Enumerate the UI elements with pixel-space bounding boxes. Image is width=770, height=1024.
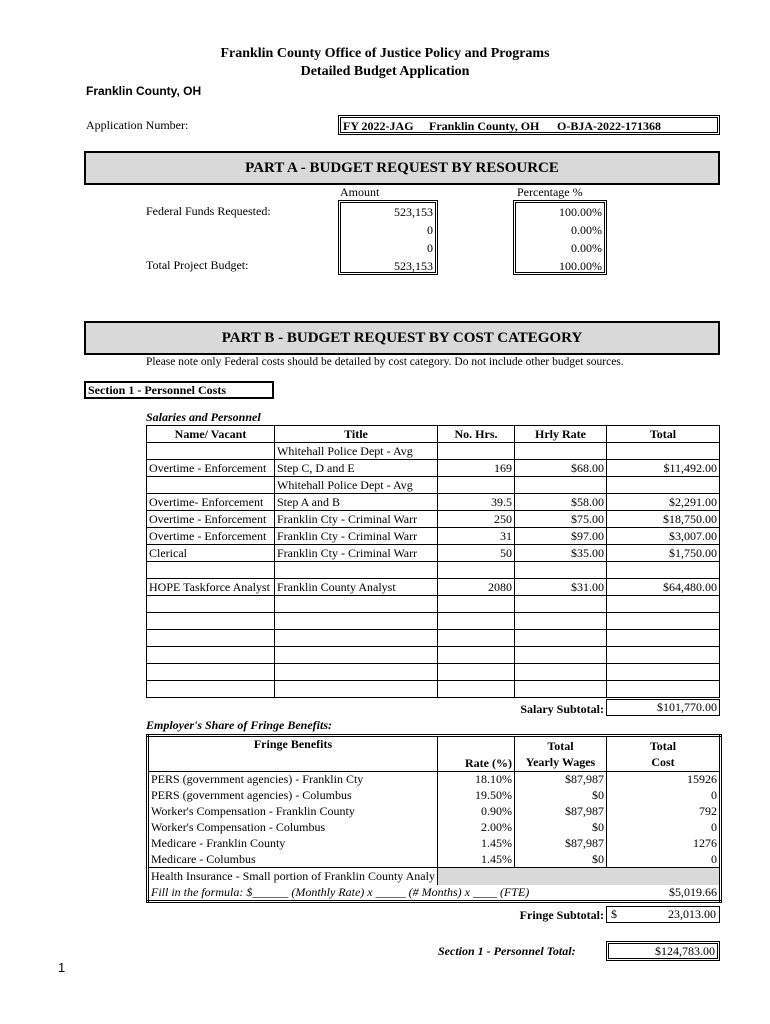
salary-title[interactable] [275,596,438,613]
salary-rate[interactable] [515,681,607,698]
salary-hours[interactable] [438,664,515,681]
salary-total[interactable]: $64,480.00 [607,579,720,596]
application-number-label: Application Number: [86,118,189,132]
salary-total[interactable] [607,596,720,613]
salary-total[interactable]: $3,007.00 [607,528,720,545]
salary-hours[interactable] [438,613,515,630]
salary-name[interactable] [147,681,275,698]
salary-total[interactable] [607,562,720,579]
salary-name[interactable]: Overtime - Enforcement [147,528,275,545]
fringe-wages[interactable]: $0 [515,852,607,868]
fringe-table [146,734,722,903]
salary-name[interactable] [147,630,275,647]
application-number-field[interactable] [338,115,720,135]
salary-row [147,528,720,545]
header-total: Total [607,426,720,443]
salary-total[interactable] [607,681,720,698]
salary-rate[interactable]: $75.00 [515,511,607,528]
salary-rate[interactable]: $97.00 [515,528,607,545]
salary-total[interactable]: $18,750.00 [607,511,720,528]
salary-row [147,494,720,511]
salary-title[interactable] [275,562,438,579]
fringe-wages[interactable]: $0 [515,788,607,804]
salary-title[interactable]: Franklin Cty - Criminal Warr [275,545,438,562]
salary-title[interactable]: Franklin County Analyst [275,579,438,596]
salary-row [147,460,720,477]
fringe-header-wages-bottom: Yearly Wages [525,755,596,769]
health-cost[interactable]: $5,019.66 [669,884,717,899]
salary-name[interactable] [147,647,275,664]
salaries-heading: Salaries and Personnel [146,410,261,424]
part-b-banner: PART B - BUDGET REQUEST BY COST CATEGORY [84,321,720,355]
salary-title[interactable] [275,647,438,664]
salary-name[interactable] [147,664,275,681]
salary-name[interactable]: Clerical [147,545,275,562]
fringe-header-benefits: Fringe Benefits [148,736,438,772]
salary-total[interactable] [607,647,720,664]
fringe-wages[interactable]: $87,987 [515,804,607,820]
salary-total[interactable] [607,443,720,460]
salary-name[interactable] [147,613,275,630]
amount-header: Amount [340,185,380,199]
fringe-name: Medicare - Columbus [148,852,438,868]
salary-total[interactable] [607,664,720,681]
salary-row [147,579,720,596]
section-1-total-label: Section 1 - Personnel Total: [438,944,576,958]
salary-name[interactable] [147,443,275,460]
header-rate: Hrly Rate [515,426,607,443]
salary-hours[interactable] [438,562,515,579]
part-b-note: Please note only Federal costs should be detailed by cost category. Do not include other budget sources. [146,356,624,368]
fringe-header-wages [515,736,607,772]
fringe-cost[interactable]: 792 [699,804,717,818]
fringe-subtotal-box [606,906,720,923]
salary-rate[interactable] [515,613,607,630]
fringe-row [148,852,721,868]
fringe-name: Worker's Compensation - Franklin County [148,804,438,820]
fringe-cost[interactable]: 0 [711,788,717,802]
app-fy: FY 2022-JAG [343,119,414,133]
fringe-header-cost [607,736,721,772]
salary-row [147,545,720,562]
county-name: Franklin County, OH [86,84,202,98]
salary-hours[interactable] [438,647,515,664]
salary-hours[interactable]: 2080 [438,579,515,596]
percentage-header: Percentage % [517,185,583,199]
fringe-row [148,788,721,804]
fringe-wages[interactable]: $87,987 [515,772,607,788]
salary-hours[interactable]: 31 [438,528,515,545]
health-shaded-cell [438,868,721,885]
salary-rate[interactable] [515,477,607,494]
salary-title[interactable] [275,681,438,698]
section-1-total-value: $124,783.00 [606,941,720,961]
fringe-wages[interactable]: $87,987 [515,836,607,852]
fringe-rate[interactable]: 0.90% [438,804,515,820]
fringe-cost[interactable]: 0 [711,851,717,866]
fringe-subtotal-label: Fringe Subtotal: [519,908,604,922]
salary-name[interactable] [147,477,275,494]
section-1-label: Section 1 - Personnel Costs [84,381,274,399]
document-title: Franklin County Office of Justice Policy and Programs [220,46,550,61]
salary-total[interactable]: $1,750.00 [607,545,720,562]
fringe-cost[interactable]: 15926 [687,772,717,787]
salary-title[interactable]: Whitehall Police Dept - Avg [275,477,438,494]
header-name: Name/ Vacant [147,426,275,443]
salary-title[interactable] [275,613,438,630]
fringe-name: PERS (government agencies) - Franklin Cty [148,772,438,788]
amount-row-3[interactable]: 0 [427,241,433,255]
fringe-cost[interactable]: 0 [711,820,717,834]
salary-subtotal-value: $101,770.00 [606,699,720,716]
document-subtitle: Detailed Budget Application [300,64,470,79]
salary-rate[interactable]: $68.00 [515,460,607,477]
salary-title[interactable]: Step C, D and E [275,460,438,477]
salary-hours[interactable]: 39.5 [438,494,515,511]
fringe-name: PERS (government agencies) - Columbus [148,788,438,804]
salary-total[interactable]: $2,291.00 [607,494,720,511]
amount-total: 523,153 [394,259,433,273]
percent-row-3: 0.00% [571,241,602,255]
header-hours: No. Hrs. [438,426,515,443]
salary-title[interactable]: Whitehall Police Dept - Avg [275,443,438,460]
salary-subtotal-label: Salary Subtotal: [520,702,604,716]
fringe-rate[interactable]: 19.50% [438,788,515,804]
salary-rate[interactable] [515,630,607,647]
salary-row [147,443,720,460]
salary-name[interactable]: Overtime - Enforcement [147,511,275,528]
fringe-cost[interactable]: 1276 [693,836,717,850]
fringe-rate[interactable]: 2.00% [438,820,515,836]
fringe-rate[interactable]: 1.45% [438,836,515,852]
salary-row [147,664,720,681]
salary-rate[interactable]: $35.00 [515,545,607,562]
salary-title[interactable]: Step A and B [275,494,438,511]
percent-total: 100.00% [559,259,602,273]
health-insurance-label: Health Insurance - Small portion of Franklin County Analy [151,868,435,883]
salary-row [147,613,720,630]
fringe-subtotal-symbol: $ [611,907,617,921]
percent-federal: 100.00% [559,205,602,219]
salary-hours[interactable]: 169 [438,460,515,477]
fringe-heading: Employer's Share of Fringe Benefits: [146,718,333,732]
percent-row-2: 0.00% [571,223,602,237]
salary-name[interactable]: HOPE Taskforce Analyst [147,579,275,596]
salary-row [147,596,720,613]
salary-rate[interactable] [515,647,607,664]
salary-total[interactable] [607,477,720,494]
fringe-name: Worker's Compensation - Columbus [148,820,438,836]
app-number: O-BJA-2022-171368 [557,119,661,133]
salary-hours[interactable] [438,477,515,494]
fringe-header-wages-top: Total [547,739,574,753]
salary-rate[interactable] [515,596,607,613]
fringe-subtotal-value: 23,013.00 [668,907,716,921]
amount-box [338,200,438,275]
salary-rate[interactable]: $58.00 [515,494,607,511]
salary-row [147,477,720,494]
salary-row [147,562,720,579]
salary-total[interactable] [607,613,720,630]
salary-rate[interactable] [515,443,607,460]
salary-hours[interactable] [438,681,515,698]
salary-name[interactable] [147,562,275,579]
page-number: 1 [58,960,66,975]
salary-total[interactable]: $11,492.00 [607,460,720,477]
app-county: Franklin County, OH [429,119,540,133]
salary-title[interactable]: Franklin Cty - Criminal Warr [275,528,438,545]
salary-name[interactable]: Overtime - Enforcement [147,460,275,477]
fringe-row [148,836,721,852]
amount-federal[interactable]: 523,153 [394,205,433,219]
fringe-header-cost-top: Total [649,739,677,753]
salary-hours[interactable]: 250 [438,511,515,528]
salary-rate[interactable]: $31.00 [515,579,607,596]
salary-row [147,681,720,698]
salary-table [146,425,720,698]
federal-funds-label: Federal Funds Requested: [146,204,271,218]
salary-hours[interactable]: 50 [438,545,515,562]
salary-title[interactable] [275,664,438,681]
health-formula: Fill in the formula: $______ (Monthly Rate) x _____ (# Months) x ____ (FTE) [151,884,530,899]
salary-total[interactable] [607,630,720,647]
fringe-header-rate: Rate (%) [438,736,515,772]
fringe-rate[interactable]: 1.45% [438,852,515,868]
salary-row [147,630,720,647]
salary-rate[interactable] [515,664,607,681]
fringe-wages[interactable]: $0 [515,820,607,836]
salary-hours[interactable] [438,596,515,613]
percentage-box [513,200,607,275]
fringe-row [148,820,721,836]
fringe-row [148,772,721,788]
fringe-header-cost-bottom: Cost [651,755,675,769]
salary-hours[interactable] [438,443,515,460]
salary-title[interactable] [275,630,438,647]
amount-row-2[interactable]: 0 [427,223,433,237]
part-a-banner: PART A - BUDGET REQUEST BY RESOURCE [84,151,720,185]
salary-hours[interactable] [438,630,515,647]
fringe-name: Medicare - Franklin County [148,836,438,852]
header-title: Title [275,426,438,443]
salary-row [147,511,720,528]
fringe-row [148,804,721,820]
salary-rate[interactable] [515,562,607,579]
fringe-rate[interactable]: 18.10% [438,772,515,788]
total-budget-label: Total Project Budget: [146,258,249,272]
salary-title[interactable]: Franklin Cty - Criminal Warr [275,511,438,528]
salary-name[interactable] [147,596,275,613]
salary-row [147,647,720,664]
salary-name[interactable]: Overtime- Enforcement [147,494,275,511]
